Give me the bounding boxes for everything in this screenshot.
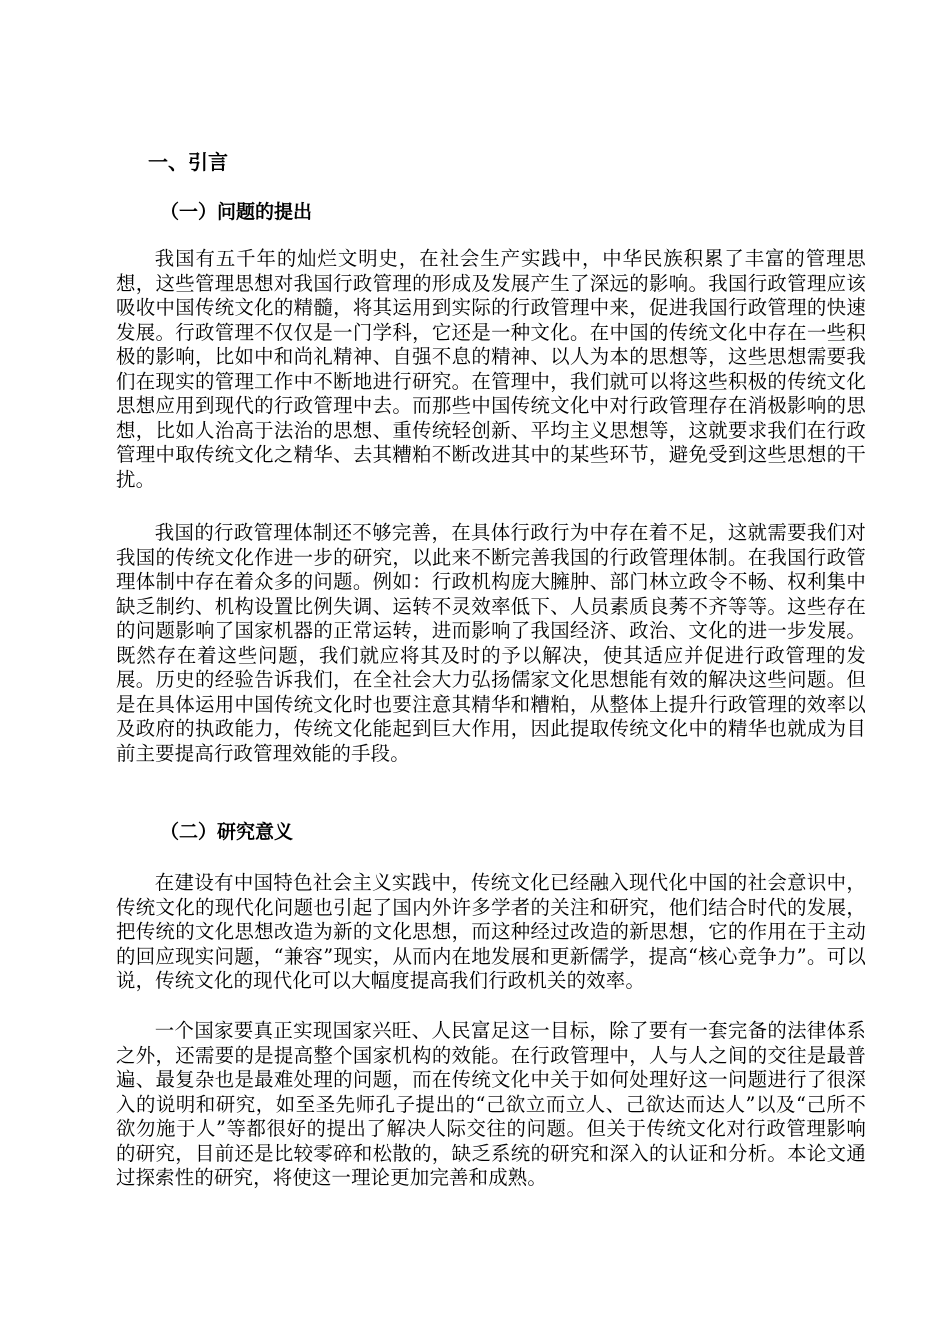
section-heading-significance: （二）研究意义 — [160, 821, 294, 843]
paragraph: 我国有五千年的灿烂文明史，在社会生产实践中，中华民族积累了丰富的管理思想，这些管理思想对我国行政管理的形成及发展产生了深远的影响。我国行政管理应该吸收中国传统文化的精髓，将其运用到实际的行政管理中来，促进我国行政管理的快速发展。行政管理不仅仅是一门学科，它还是一种文化。在中国的传统文化中存在一些积极的影响，比如中和尚礼精神、自强不息的精神、以人为本的思想等，这些思想需要我们在现实的管理工作中不断地进行研究。在管理中，我们就可以将这些积极的传统文化思想应用到现代的行政管理中去。而那些中国传统文化中对行政管理存在消极影响的思想，比如人治高于法治的思想、重传统轻创新、平均主义思想等，这就要求我们在行政管理中取传统文化之精华、去其糟粕不断改进其中的某些环节，避免受到这些思想的干扰。 — [116, 247, 866, 491]
paragraph: 在建设有中国特色社会主义实践中，传统文化已经融入现代化中国的社会意识中，传统文化的现代化问题也引起了国内外许多学者的关注和研究，他们结合时代的发展，把传统的文化思想改造为新的文化思想，而这种经过改造的新思想，它的作用在于主动的回应现实问题，“兼容”现实，从而内在地发展和更新儒学，提高“核心竞争力”。可以说，传统文化的现代化可以大幅度提高我们行政机关的效率。 — [116, 871, 866, 992]
paragraph: 我国的行政管理体制还不够完善，在具体行政行为中存在着不足，这就需要我们对我国的传统文化作进一步的研究，以此来不断完善我国的行政管理体制。在我国行政管理体制中存在着众多的问题。例如：行政机构庞大臃肿、部门林立政令不畅、权利集中缺乏制约、机构设置比例失调、运转不灵效率低下、人员素质良莠不齐等等。这些存在的问题影响了国家机器的正常运转，进而影响了我国经济、政治、文化的进一步发展。既然存在着这些问题，我们就应将其及时的予以解决，使其适应并促进行政管理的发展。历史的经验告诉我们，在全社会大力弘扬儒家文化思想能有效的解决这些问题。但是在具体运用中国传统文化时也要注意其精华和糟粕，从整体上提升行政管理的效率以及政府的执政能力，传统文化能起到巨大作用，因此提取传统文化中的精华也就成为目前主要提高行政管理效能的手段。 — [116, 521, 866, 765]
paragraph: 一个国家要真正实现国家兴旺、人民富足这一目标，除了要有一套完备的法律体系之外，还需要的是提高整个国家机构的效能。在行政管理中，人与人之间的交往是最普遍、最复杂也是最难处理的问题，而在传统文化中关于如何处理好这一问题进行了很深入的说明和研究，如至圣先师孔子提出的“己欲立而立人、己欲达而达人”以及“己所不欲勿施于人”等都很好的提出了解决人际交往的问题。但关于传统文化对行政管理影响的研究，目前还是比较零碎和松散的，缺乏系统的研究和深入的认证和分析。本论文通过探索性的研究，将使这一理论更加完善和成熟。 — [116, 1019, 866, 1189]
section-heading-problem: （一）问题的提出 — [160, 201, 313, 223]
chapter-heading: 一、引言 — [148, 150, 228, 174]
